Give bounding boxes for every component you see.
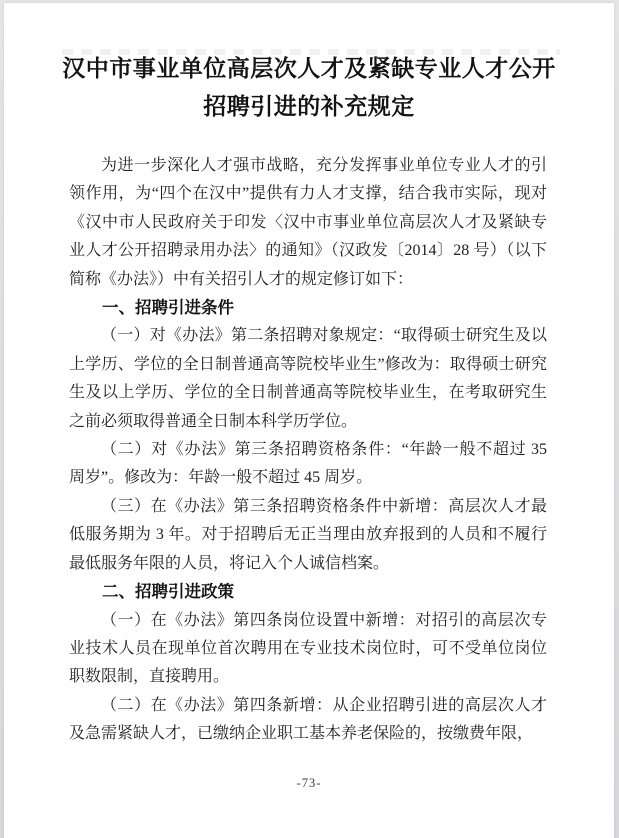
paragraph: （一）在《办法》第四条岗位设置中新增：对招引的高层次专业技术人员在现单位首次聘用在专业技术岗位时，可不受单位岗位职数限制，直接聘用。: [69, 611, 547, 686]
page-number: -73-: [296, 776, 322, 790]
paragraph: 为进一步深化人才强市战略，充分发挥事业单位专业人才的引领作用，为“四个在汉中”提供有力人才支撑，结合我市实际，现对《汉中市人民政府关于印发〈汉中市事业单位高层次人才及紧缺专业人才公开招聘录用办法〉的通知》（汉政发〔2014〕28 号）（以下简称《办法》）中有关招引人才的规定修订如下：: [69, 157, 547, 288]
paragraph: （一）对《办法》第二条招聘对象规定：“取得硕士研究生及以上学历、学位的全日制普通高等院校毕业生”修改为：取得硕士研究生及以上学历、学位的全日制普通高等院校毕业生，在考取研究生之前必须取得普通全日制本科学历学位。: [69, 327, 547, 430]
document-title-line1: 汉中市事业单位高层次人才及紧缺专业人才公开: [62, 55, 556, 81]
paragraph: （二）对《办法》第三条招聘资格条件：“年龄一般不超过 35 周岁”。修改为：年龄一般不超过 45 周岁。: [69, 441, 547, 487]
document-body: [69, 152, 547, 749]
section-heading: 一、招聘引进条件: [102, 299, 234, 318]
paragraph: （三）在《办法》第三条招聘资格条件中新增：高层次人才最低服务期为 3 年。对于招聘后无正当理由放弃报到的人员和不履行最低服务年限的人员，将记入个人诚信档案。: [69, 497, 547, 572]
paragraph: （二）在《办法》第四条新增：从企业招聘引进的高层次人才及急需紧缺人才，已缴纳企业职工基本养老保险的，按缴费年限，: [69, 696, 547, 743]
document-page: [4, 3, 614, 838]
section-heading: 二、招聘引进政策: [102, 583, 234, 602]
document-title: [4, 49, 614, 125]
document-title-line2: 招聘引进的补充规定: [203, 93, 415, 119]
